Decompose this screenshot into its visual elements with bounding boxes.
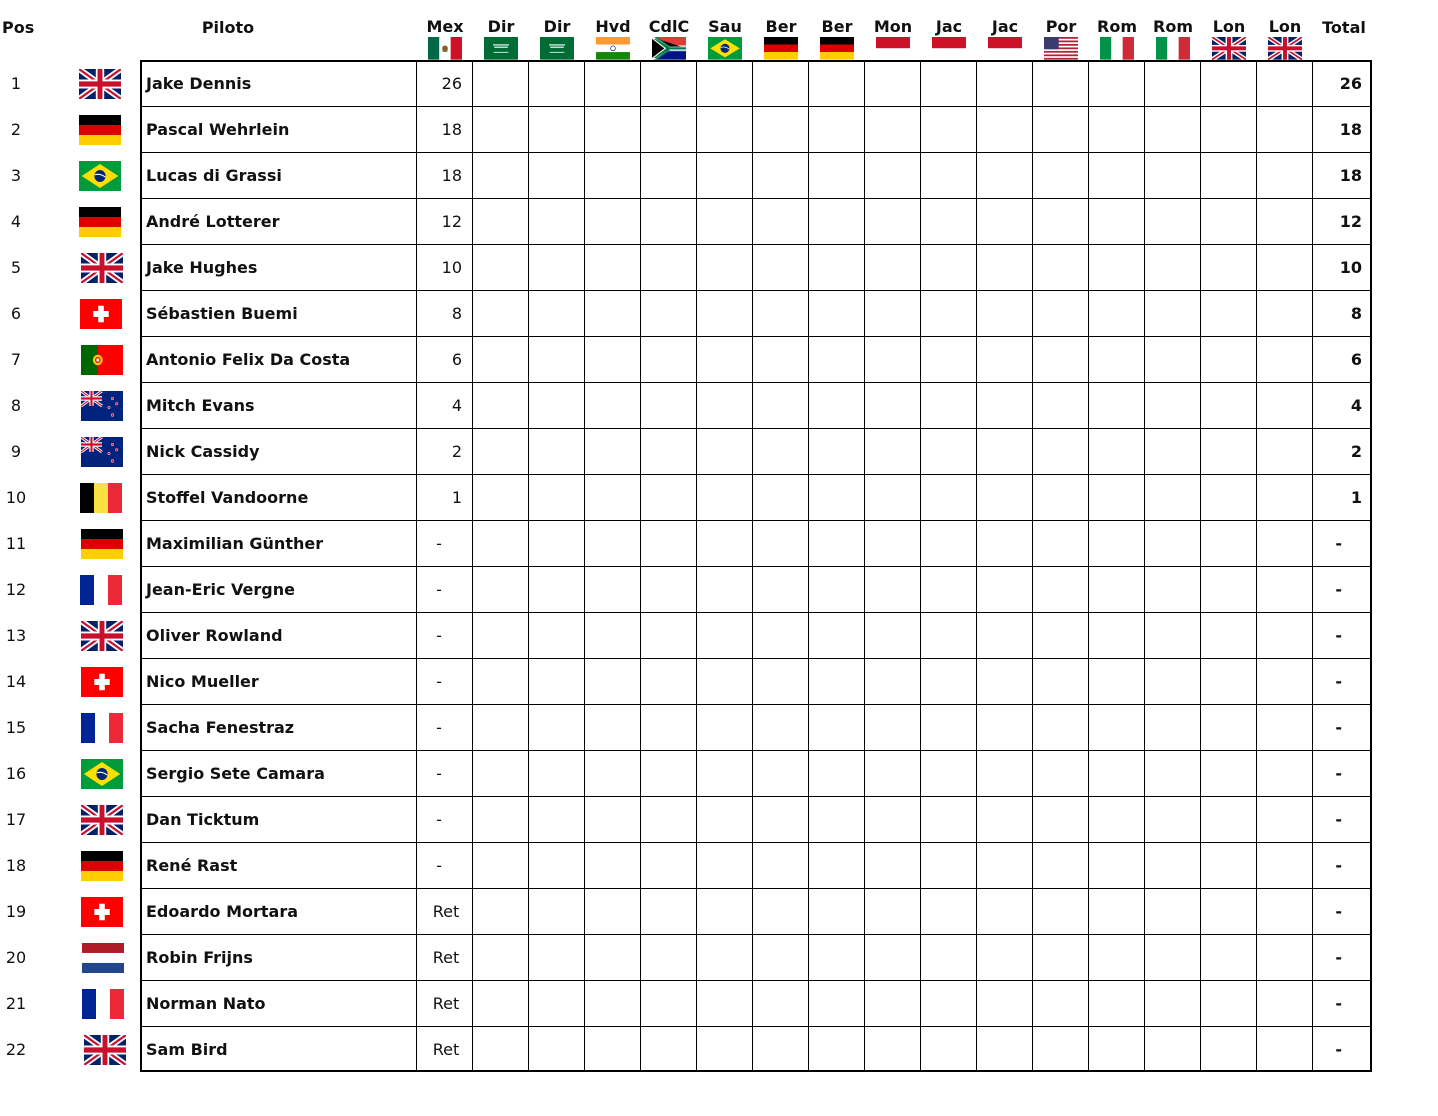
brazil-flag-icon: [708, 37, 742, 59]
brazil-flag-icon: [81, 759, 123, 789]
position-cell: 12: [5, 580, 27, 599]
race-label: Dir: [487, 17, 515, 36]
header-total: Total: [1322, 18, 1366, 37]
grid-row-line: [142, 796, 1370, 797]
indonesia-flag-icon: [932, 37, 966, 59]
header-race-13: [1145, 18, 1201, 59]
germany-flag-icon: [79, 207, 121, 237]
grid-row-line: [142, 704, 1370, 705]
grid-row-line: [142, 382, 1370, 383]
mex-result-cell: 4: [451, 396, 462, 415]
position-cell: 3: [10, 166, 22, 185]
grid-row-line: [142, 750, 1370, 751]
total-points-cell: -: [1335, 994, 1342, 1013]
new-zealand-flag-icon: [81, 437, 123, 467]
race-label: Lon: [1212, 17, 1246, 36]
race-label: Sau: [708, 17, 742, 36]
race-label: Mon: [873, 17, 913, 36]
mex-result-cell: Ret: [432, 994, 460, 1013]
mex-result-cell: 8: [451, 304, 462, 323]
mex-result-cell: -: [436, 672, 442, 691]
grid-row-line: [142, 152, 1370, 153]
mex-result-cell: -: [436, 764, 442, 783]
switzerland-flag-icon: [81, 667, 123, 697]
position-cell: 5: [10, 258, 22, 277]
driver-name: Sébastien Buemi: [146, 304, 298, 323]
netherlands-flag-icon: [82, 943, 124, 973]
total-points-cell: 12: [1339, 212, 1362, 231]
header-race-11: [1033, 18, 1089, 59]
uk-flag-icon: [1212, 37, 1246, 59]
grid-row-line: [142, 612, 1370, 613]
header-race-0: [417, 18, 473, 59]
total-points-cell: -: [1335, 948, 1342, 967]
germany-flag-icon: [81, 529, 123, 559]
header-race-6: [753, 18, 809, 59]
position-cell: 7: [10, 350, 22, 369]
position-cell: 11: [5, 534, 27, 553]
total-points-cell: -: [1335, 856, 1342, 875]
france-flag-icon: [81, 713, 123, 743]
grid-row-line: [142, 888, 1370, 889]
mex-result-cell: Ret: [432, 948, 460, 967]
usa-flag-icon: [1044, 37, 1078, 59]
grid-row-line: [142, 1026, 1370, 1027]
driver-name: Antonio Felix Da Costa: [146, 350, 351, 369]
switzerland-flag-icon: [80, 299, 122, 329]
total-points-cell: -: [1335, 672, 1342, 691]
position-cell: 6: [10, 304, 22, 323]
germany-flag-icon: [81, 851, 123, 881]
position-cell: 4: [10, 212, 22, 231]
brazil-flag-icon: [79, 161, 121, 191]
grid-row-line: [142, 520, 1370, 521]
position-cell: 9: [10, 442, 22, 461]
mex-result-cell: -: [436, 534, 442, 553]
italy-flag-icon: [1156, 37, 1190, 59]
belgium-flag-icon: [80, 483, 122, 513]
monaco-flag-icon: [876, 37, 910, 59]
header-race-3: [585, 18, 641, 59]
total-points-cell: -: [1335, 764, 1342, 783]
grid-row-line: [142, 428, 1370, 429]
position-cell: 1: [10, 74, 22, 93]
indonesia-flag-icon: [988, 37, 1022, 59]
driver-name: Sacha Fenestraz: [146, 718, 295, 737]
driver-name: Dan Ticktum: [146, 810, 260, 829]
mex-result-cell: 6: [451, 350, 462, 369]
race-label: Mex: [426, 17, 464, 36]
race-label: Jac: [935, 17, 963, 36]
driver-name: Jake Dennis: [146, 74, 252, 93]
position-cell: 19: [5, 902, 27, 921]
mex-result-cell: -: [436, 718, 442, 737]
mex-result-cell: 10: [441, 258, 462, 277]
uk-flag-icon: [81, 621, 123, 651]
germany-flag-icon: [764, 37, 798, 59]
mex-result-cell: -: [436, 856, 442, 875]
race-label: Ber: [821, 17, 853, 36]
position-cell: 20: [5, 948, 27, 967]
south-africa-flag-icon: [652, 37, 686, 59]
total-points-cell: -: [1335, 626, 1342, 645]
header-race-8: [865, 18, 921, 59]
total-points-cell: -: [1335, 718, 1342, 737]
header-race-4: [641, 18, 697, 59]
total-points-cell: 10: [1339, 258, 1362, 277]
switzerland-flag-icon: [81, 897, 123, 927]
total-points-cell: 6: [1350, 350, 1362, 369]
mex-result-cell: 2: [451, 442, 462, 461]
total-points-cell: -: [1335, 810, 1342, 829]
grid-row-line: [142, 290, 1370, 291]
position-cell: 2: [10, 120, 22, 139]
italy-flag-icon: [1100, 37, 1134, 59]
position-cell: 21: [5, 994, 27, 1013]
grid-row-line: [142, 980, 1370, 981]
header-race-5: [697, 18, 753, 59]
germany-flag-icon: [79, 115, 121, 145]
uk-flag-icon: [81, 253, 123, 283]
uk-flag-icon: [81, 805, 123, 835]
grid-row-line: [142, 198, 1370, 199]
header-race-9: [921, 18, 977, 59]
total-points-cell: 1: [1350, 488, 1362, 507]
total-points-cell: 4: [1350, 396, 1362, 415]
driver-name: Jake Hughes: [146, 258, 258, 277]
position-cell: 13: [5, 626, 27, 645]
header-race-2: [529, 18, 585, 59]
position-cell: 18: [5, 856, 27, 875]
uk-flag-icon: [84, 1035, 126, 1065]
position-cell: 17: [5, 810, 27, 829]
header-race-10: [977, 18, 1033, 59]
total-points-cell: 18: [1339, 120, 1362, 139]
driver-name: Lucas di Grassi: [146, 166, 282, 185]
mex-result-cell: 18: [441, 166, 462, 185]
france-flag-icon: [80, 575, 122, 605]
driver-name: Mitch Evans: [146, 396, 255, 415]
mexico-flag-icon: [428, 37, 462, 59]
driver-name: Pascal Wehrlein: [146, 120, 290, 139]
driver-name: Stoffel Vandoorne: [146, 488, 309, 507]
total-points-cell: 18: [1339, 166, 1362, 185]
position-cell: 8: [10, 396, 22, 415]
header-race-14: [1201, 18, 1257, 59]
mex-result-cell: 1: [451, 488, 462, 507]
mex-result-cell: Ret: [432, 1040, 460, 1059]
total-points-cell: 26: [1339, 74, 1362, 93]
header-pos: Pos: [2, 18, 35, 37]
grid-row-line: [142, 336, 1370, 337]
header-race-12: [1089, 18, 1145, 59]
header-race-1: [473, 18, 529, 59]
grid-row-line: [142, 244, 1370, 245]
driver-name: Robin Frijns: [146, 948, 253, 967]
header-race-7: [809, 18, 865, 59]
total-points-cell: -: [1335, 534, 1342, 553]
total-points-cell: -: [1335, 580, 1342, 599]
mex-result-cell: 18: [441, 120, 462, 139]
position-cell: 15: [5, 718, 27, 737]
driver-name: André Lotterer: [146, 212, 280, 231]
total-points-cell: -: [1335, 1040, 1342, 1059]
mex-result-cell: -: [436, 580, 442, 599]
portugal-flag-icon: [81, 345, 123, 375]
position-cell: 16: [5, 764, 27, 783]
race-label: Lon: [1268, 17, 1302, 36]
race-label: Rom: [1153, 17, 1193, 36]
driver-name: Nico Mueller: [146, 672, 259, 691]
driver-name: Maximilian Günther: [146, 534, 324, 553]
race-label: Hvd: [595, 17, 631, 36]
position-cell: 14: [5, 672, 27, 691]
mex-result-cell: Ret: [432, 902, 460, 921]
header-race-15: [1257, 18, 1313, 59]
france-flag-icon: [82, 989, 124, 1019]
mex-result-cell: 12: [441, 212, 462, 231]
driver-name: Edoardo Mortara: [146, 902, 299, 921]
mex-result-cell: 26: [441, 74, 462, 93]
saudi-arabia-flag-icon: [484, 37, 518, 59]
germany-flag-icon: [820, 37, 854, 59]
race-label: Jac: [991, 17, 1019, 36]
race-label: CdlC: [648, 17, 690, 36]
total-points-cell: 2: [1350, 442, 1362, 461]
position-cell: 10: [5, 488, 27, 507]
header-piloto: Piloto: [201, 18, 255, 37]
total-points-cell: -: [1335, 902, 1342, 921]
driver-name: René Rast: [146, 856, 238, 875]
driver-name: Oliver Rowland: [146, 626, 283, 645]
driver-name: Sergio Sete Camara: [146, 764, 325, 783]
mex-result-cell: -: [436, 626, 442, 645]
race-label: Por: [1045, 17, 1077, 36]
race-label: Dir: [543, 17, 571, 36]
position-cell: 22: [5, 1040, 27, 1059]
uk-flag-icon: [1268, 37, 1302, 59]
driver-name: Jean-Eric Vergne: [146, 580, 295, 599]
uk-flag-icon: [79, 69, 121, 99]
grid-row-line: [142, 566, 1370, 567]
race-label: Rom: [1097, 17, 1137, 36]
grid-row-line: [142, 658, 1370, 659]
grid-row-line: [142, 842, 1370, 843]
saudi-arabia-flag-icon: [540, 37, 574, 59]
grid-row-line: [142, 474, 1370, 475]
total-points-cell: 8: [1350, 304, 1362, 323]
mex-result-cell: -: [436, 810, 442, 829]
driver-name: Norman Nato: [146, 994, 266, 1013]
driver-name: Sam Bird: [146, 1040, 228, 1059]
grid-row-line: [142, 934, 1370, 935]
grid-row-line: [142, 106, 1370, 107]
results-grid: [140, 60, 1372, 1072]
driver-name: Nick Cassidy: [146, 442, 260, 461]
india-flag-icon: [596, 37, 630, 59]
new-zealand-flag-icon: [81, 391, 123, 421]
race-label: Ber: [765, 17, 797, 36]
